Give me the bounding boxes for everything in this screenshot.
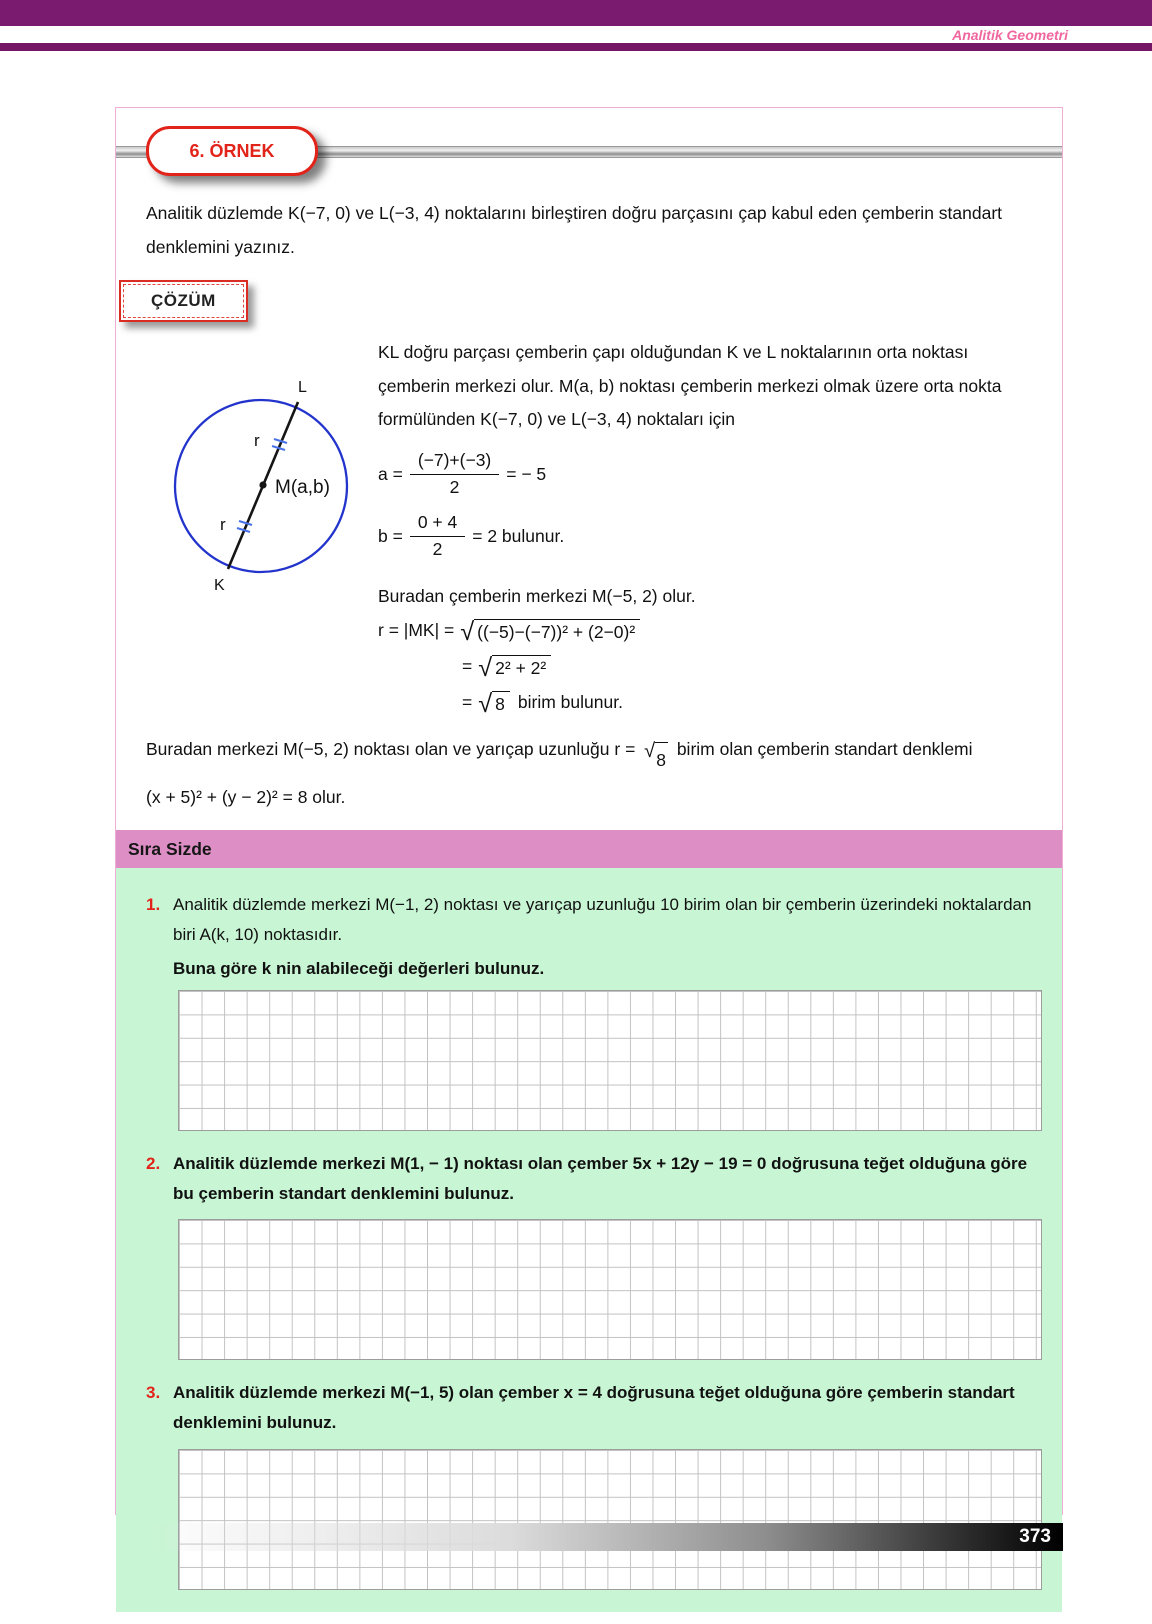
radical-sign: √ <box>460 617 475 646</box>
radical-sign: √ <box>478 653 493 682</box>
exercise-task-text: Buna göre k nin alabileceği değerleri bulunuz. <box>173 958 545 978</box>
footer-page-bar <box>140 1523 1063 1551</box>
exercise-text: Analitik düzlemde merkezi M(−1, 5) olan çember x = 4 doğrusuna teğet olduğuna göre çemberin standart denklemini bulunuz. <box>173 1383 1015 1433</box>
solution-paragraph: KL doğru parçası çemberin çapı olduğundan K ve L noktalarının orta noktası çemberin merkezi olur. M(a, b) noktası çemberin merkezi olmak üzere orta nokta formülünden K(−7, 0) ve L(−3, 4) noktaları için <box>378 342 1002 430</box>
point-label-K: K <box>214 577 225 595</box>
conclusion-radicand: 8 <box>655 742 668 777</box>
circle-figure-svg <box>148 366 380 598</box>
radius-equation-3 <box>462 689 1034 718</box>
point-label-L: L <box>298 379 307 397</box>
answer-grid-1 <box>178 990 1042 1131</box>
header-subject-label: Analitik Geometri <box>952 26 1068 43</box>
radius-equation-2 <box>462 653 1034 682</box>
fraction-b-numerator: 0 + 4 <box>410 511 465 537</box>
radius-label-lower: r <box>220 515 226 535</box>
radius-eq2-radicand: 2² + 2² <box>492 655 551 679</box>
exercise-item-2 <box>146 1149 1042 1361</box>
conclusion-pre: Buradan merkezi M(−5, 2) noktası olan ve yarıçap uzunluğu r = <box>146 738 636 759</box>
equation-a-lhs: a = <box>378 463 403 484</box>
radius-eq2-sqrt <box>478 653 551 682</box>
radius-label-upper: r <box>254 431 260 451</box>
problem-text: Analitik düzlemde K(−7, 0) ve L(−3, 4) noktalarını birleştiren doğru parçasını çap kabul eden çemberin standart denklemini yazınız. <box>146 203 1003 258</box>
conclusion-block <box>146 733 1032 815</box>
exercise-text: Analitik düzlemde merkezi M(1, − 1) noktası olan çember 5x + 12y − 19 = 0 doğrusuna teğet olduğuna göre bu çemberin standart denklemini bulunuz. <box>173 1153 1028 1203</box>
exercise-body <box>173 1378 1042 1590</box>
example-header <box>116 120 1062 182</box>
equation-b <box>378 511 1034 561</box>
equation-a-rhs: = − 5 <box>506 463 547 484</box>
exercise-text: Analitik düzlemde merkezi M(−1, 2) noktası ve yarıçap uzunluğu 10 birim olan bir çemberin üzerindeki noktalardan biri A(k, 10) noktasıdır. <box>173 895 1032 945</box>
example-pill <box>146 126 318 176</box>
center-dot <box>259 482 266 489</box>
conclusion-equation: (x + 5)² + (y − 2)² = 8 olur. <box>146 787 346 808</box>
header-band <box>0 26 1152 43</box>
content-card <box>115 107 1063 1515</box>
exercise-number: 1. <box>146 895 161 915</box>
radius-eq1-radicand: ((−5)−(−7))² + (2−0)² <box>474 619 640 643</box>
radius-eq3-suffix: birim bulunur. <box>517 692 623 713</box>
fraction-a-numerator: (−7)+(−3) <box>410 449 499 475</box>
exercise-item-1 <box>146 890 1042 1131</box>
fraction-a <box>410 449 499 499</box>
radius-eq3-radicand: 8 <box>492 691 510 715</box>
example-label: 6. ÖRNEK <box>189 140 275 161</box>
radius-eq2-lhs: = <box>462 656 473 677</box>
solution-label: ÇÖZÜM <box>151 291 216 311</box>
exercise-number: 3. <box>146 1383 161 1403</box>
exercise-body <box>173 890 1042 1131</box>
conclusion-sqrt <box>644 739 668 777</box>
center-label: M(a,b) <box>275 477 330 499</box>
conclusion-line1 <box>146 733 1032 777</box>
exercise-item-3 <box>146 1378 1042 1590</box>
circle-figure <box>116 326 378 715</box>
radical-sign: √ <box>478 689 493 718</box>
answer-grid-2 <box>178 1219 1042 1360</box>
exercise-body <box>173 1149 1042 1361</box>
center-result-line: Buradan çemberin merkezi M(−5, 2) olur. <box>378 585 696 606</box>
conclusion-post: birim olan çemberin standart denklemi <box>676 738 973 759</box>
radius-eq1-sqrt <box>460 617 640 646</box>
fraction-b <box>410 511 465 561</box>
solution-row <box>116 326 1062 718</box>
radical-sign: √ <box>644 739 656 762</box>
exercises-banner-label: Sıra Sizde <box>128 838 212 859</box>
radius-equation-1 <box>378 617 1034 646</box>
solution-label-box <box>119 280 248 322</box>
header-bottom-bar <box>0 43 1152 51</box>
radius-eq3-sqrt <box>478 689 510 718</box>
exercise-number: 2. <box>146 1153 161 1173</box>
radius-eq3-lhs: = <box>462 692 473 713</box>
answer-grid-3 <box>178 1449 1042 1590</box>
page-number: 373 <box>1019 1526 1051 1547</box>
equation-b-rhs: = 2 bulunur. <box>472 525 565 546</box>
fraction-a-denominator: 2 <box>449 476 460 497</box>
solution-text-column <box>378 326 1034 718</box>
equation-a <box>378 449 1034 499</box>
fraction-b-denominator: 2 <box>432 538 443 559</box>
exercises-banner <box>116 830 1062 868</box>
equation-b-lhs: b = <box>378 525 403 546</box>
header-top-bar <box>0 0 1152 26</box>
exercises-section <box>116 868 1062 1612</box>
radius-eq1-lhs: r = |MK| = <box>378 620 455 641</box>
